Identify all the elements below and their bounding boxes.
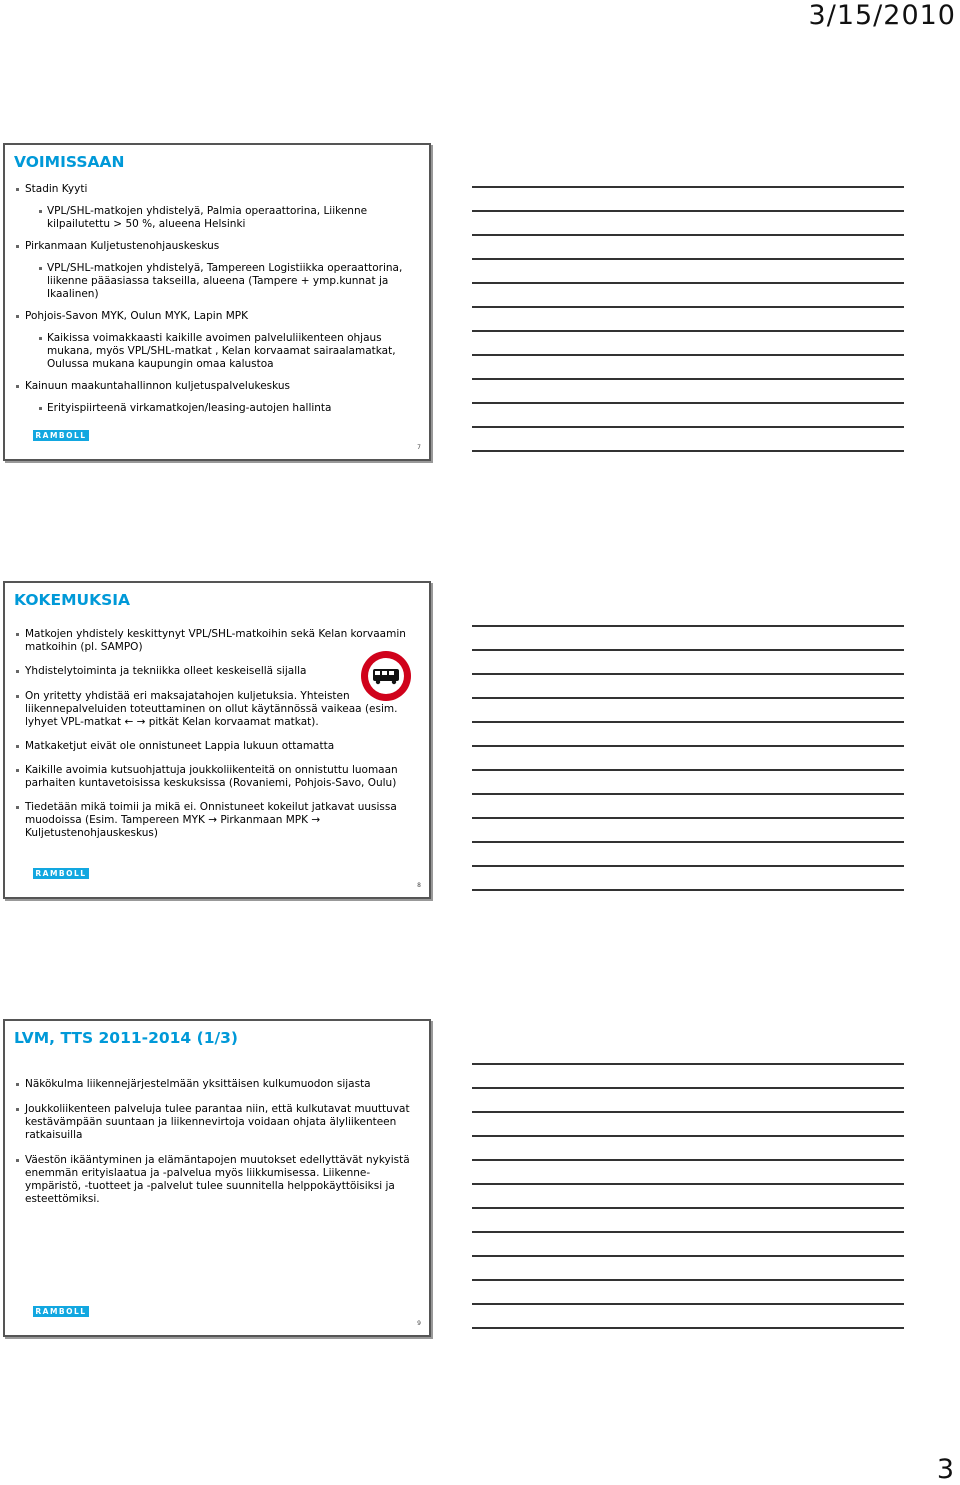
notes-lines [472, 1063, 904, 1351]
bullet-item: Yhdistelytoiminta ja tekniikka olleet keskeisellä sijalla [15, 665, 421, 678]
notes-lines [472, 625, 904, 913]
page-date: 3/15/2010 [808, 0, 956, 31]
bullet-list [15, 1078, 421, 1206]
slide-9 [3, 1019, 431, 1337]
slide-number: 7 [417, 444, 421, 451]
sub-bullet-item: Erityispiirteenä virkamatkojen/leasing-autojen hallinta [15, 402, 421, 415]
bullet-item: On yritetty yhdistää eri maksajatahojen kuljetuksia. Yhteisten liikennepalveluiden toteuttaminen on ollut käytännössä vaikeaa (esim. lyhyet VPL-matkat ← → pitkät Kelan korvaamat matkat). [15, 690, 421, 729]
sub-bullet-item: VPL/SHL-matkojen yhdistelyä, Palmia operaattorina, Liikenne kilpailutettu > 50 %, alueena Helsinki [15, 205, 421, 231]
no-bus-sign-icon [359, 649, 413, 703]
bullet-item: Matkaketjut eivät ole onnistuneet Lappia lukuun ottamatta [15, 740, 421, 753]
ramboll-logo: RAMBOLL [33, 868, 89, 879]
slide-7 [3, 143, 431, 461]
sub-bullet-item: VPL/SHL-matkojen yhdistelyä, Tampereen Logistiikka operaattorina, liikenne pääasiassa takseilla, alueena (Tampere + ymp.kunnat ja Ikaalinen) [15, 262, 421, 301]
notes-lines [472, 186, 904, 474]
bullet-item: Näkökulma liikennejärjestelmään yksittäisen kulkumuodon sijasta [15, 1078, 421, 1091]
bullet-item: Pohjois-Savon MYK, Oulun MYK, Lapin MPK [15, 310, 421, 323]
bullet-item: Joukkoliikenteen palveluja tulee parantaa niin, että kulkutavat muuttuvat kestävämpään suuntaan ja liikennevirtoja voidaan ohjata älyliikenteen ratkaisuilla [15, 1103, 421, 1142]
bullet-list [15, 183, 421, 415]
ramboll-logo: RAMBOLL [33, 430, 89, 441]
slide-8 [3, 581, 431, 899]
slide-number: 9 [417, 1320, 421, 1327]
slide-title: VOIMISSAAN [14, 153, 125, 171]
slide-title: LVM, TTS 2011-2014 (1/3) [14, 1029, 239, 1047]
sub-bullet-item: Kaikissa voimakkaasti kaikille avoimen palveluliikenteen ohjaus mukana, myös VPL/SHL-matkat , Kelan korvaamat sairaalamatkat, Oulussa mukana kaupungin omaa kalustoa [15, 332, 421, 371]
page-number: 3 [936, 1454, 954, 1485]
slide-number: 8 [417, 882, 421, 889]
bullet-item: Tiedetään mikä toimii ja mikä ei. Onnistuneet kokeilut jatkavat uusissa muodoissa (Esim. Tampereen MYK → Pirkanmaan MPK → Kuljetustenohjauskeskus) [15, 801, 421, 840]
bullet-item: Kaikille avoimia kutsuohjattuja joukkoliikenteitä on onnistuttu luomaan parhaiten kuntavetoisissa keskuksissa (Rovaniemi, Pohjois-Savo, Oulu) [15, 764, 421, 790]
slide-title: KOKEMUKSIA [14, 591, 131, 609]
bullet-item: Matkojen yhdistely keskittynyt VPL/SHL-matkoihin sekä Kelan korvaamin matkoihin (pl. SAMPO) [15, 628, 421, 654]
bullet-item: Pirkanmaan Kuljetustenohjauskeskus [15, 240, 421, 253]
ramboll-logo: RAMBOLL [33, 1306, 89, 1317]
bullet-item: Väestön ikääntyminen ja elämäntapojen muutokset edellyttävät nykyistä enemmän erityislaatua ja -palvelua myös liikkumisessa. Liikenne-ympäristö, -tuotteet ja -palvelut tulee suunnitella helppokäyttöisiksi ja esteettömiksi. [15, 1154, 421, 1206]
bullet-item: Stadin Kyyti [15, 183, 421, 196]
bullet-item: Kainuun maakuntahallinnon kuljetuspalvelukeskus [15, 380, 421, 393]
